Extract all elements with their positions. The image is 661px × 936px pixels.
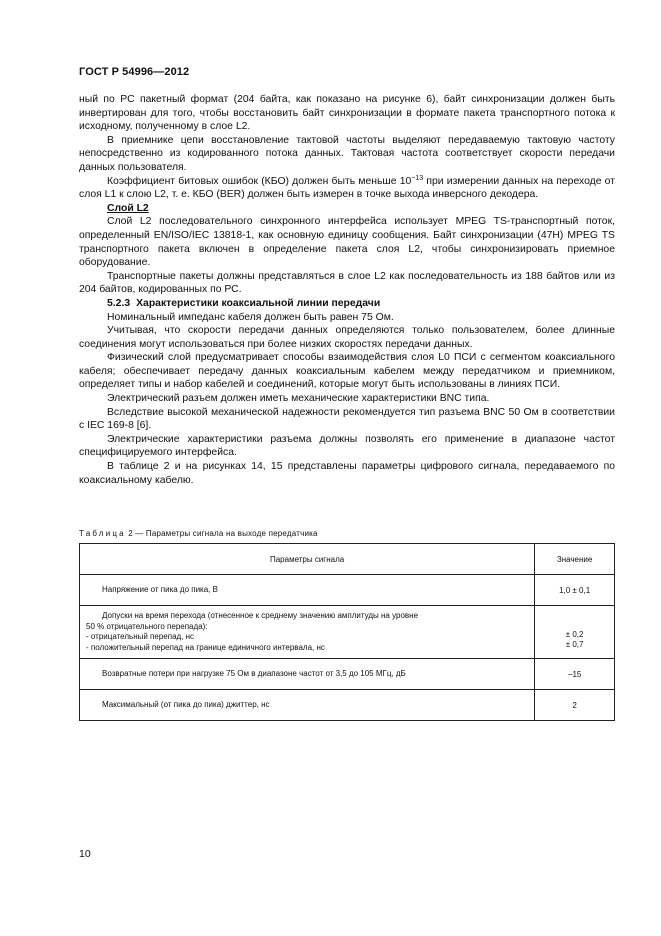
value-cell: 2: [535, 690, 615, 721]
table-row: [80, 690, 615, 721]
table-header-row: [80, 544, 615, 575]
paragraph: Слой L2 последовательного синхронного интерфейса использует MPEG TS-транспортный поток, определенный EN/ISO/IEC 13818-1, как основную единицу сообщения. Байт синхронизации (47H) MPEG TS транспортного пакета включен в определение пакета слоя L2, чтобы синхронизировать приемное оборудование.: [79, 216, 615, 269]
value-line: ± 0,7: [565, 640, 584, 649]
paragraph: Транспортные пакеты должны представляться в слое L2 как последовательность из 188 байтов или из 204 байтов, кодированных по РС.: [79, 270, 615, 296]
header-param: Параметры сигнала: [80, 544, 535, 575]
section-number: 5.2.3: [107, 297, 131, 309]
param-cell: Максимальный (от пика до пика) джиттер, нс: [80, 690, 535, 721]
section-title: Характеристики коаксиальной линии передачи: [136, 297, 381, 309]
table-row: [80, 575, 615, 606]
paragraph: Номинальный импеданс кабеля должен быть равен 75 Ом.: [107, 311, 394, 323]
value-cell: 1,0 ± 0,1: [535, 575, 615, 606]
value-cell: −15: [535, 659, 615, 690]
ber-text-end: при измерении данных на переходе от слоя L1 к слою L2, т. е. КБО (BER) должен быть измерен в точке выхода инверсного декодера.: [79, 175, 615, 201]
table-row: [80, 606, 615, 659]
table-caption-word: Таблица: [79, 529, 126, 538]
table-caption: [79, 529, 318, 538]
subheading-layer-l2: Слой L2: [107, 202, 149, 214]
paragraph: ный по РС пакетный формат (204 байта, как показано на рисунке 6), байт синхронизации должен быть инвертирован для того, чтобы восстановить байт синхронизации в формате пакета транспортного потока к исходному, полученному в слое L2.: [79, 94, 615, 133]
param-line: 50 % отрицательного перепада):: [86, 621, 208, 631]
param-cell: Напряжение от пика до пика, В: [80, 575, 535, 606]
table-caption-text: 2 — Параметры сигнала на выходе передатчика: [125, 529, 318, 538]
paragraph: Вследствие высокой механической надежности рекомендуется тип разъема BNC 50 Ом в соответствии с IEC 169-8 [6].: [79, 406, 615, 432]
section-heading: [107, 297, 615, 311]
table-row: [80, 659, 615, 690]
paragraph: Электрический разъем должен иметь механические характеристики BNC типа.: [107, 393, 490, 405]
paragraph-ber: [79, 175, 615, 202]
page-number: 10: [79, 848, 91, 860]
header-value: Значение: [535, 544, 615, 575]
value-cell: [535, 606, 615, 659]
paragraph: В таблице 2 и на рисунках 14, 15 представлены параметры цифрового сигнала, передаваемого по коаксиальному кабелю.: [79, 461, 615, 486]
paragraph: Учитывая, что скорости передачи данных определяются только пользователем, более длинные соединения могут использоваться при более низких скоростях передачи данных.: [79, 325, 615, 350]
ber-exponent: −13: [411, 174, 424, 182]
param-subitem: - положительный перепад на границе единичного интервала, нс: [86, 642, 325, 652]
param-subitem: - отрицательный перепад, нс: [86, 632, 195, 641]
ber-text-start: Коэффициент битовых ошибок (КБО) должен быть меньше 10: [107, 175, 412, 187]
param-line: Допуски на время перехода (отнесенное к среднему значению амплитуды на уровне: [102, 611, 419, 620]
param-cell: Возвратные потери при нагрузке 75 Ом в диапазоне частот от 3,5 до 105 МГц, дБ: [80, 659, 535, 690]
page-header-title: ГОСТ Р 54996—2012: [79, 66, 190, 78]
value-line: ± 0,2: [565, 629, 584, 639]
param-cell: [80, 606, 535, 659]
paragraph: Физический слой предусматривает способы взаимодействия слоя L0 ПСИ с сегментом коаксиального кабеля; обеспечивает передачу данных коаксиальным кабелем между передатчиком и приемником, определяет типы и набор кабелей и соединений, которые могут быть использованы в линиях ПСИ.: [79, 352, 615, 391]
paragraph: В приемнике цепи восстановление тактовой частоты выделяют передаваемую тактовую частоту непосредственно из кодированного потока данных. Тактовая частота соответствует скорости передачи данных пользователя.: [79, 134, 615, 173]
paragraph: Электрические характеристики разъема должны позволять его применение в диапазоне частот специфицируемого интерфейса.: [79, 433, 615, 459]
signal-parameters-table: [79, 543, 615, 721]
main-text: [79, 93, 615, 487]
